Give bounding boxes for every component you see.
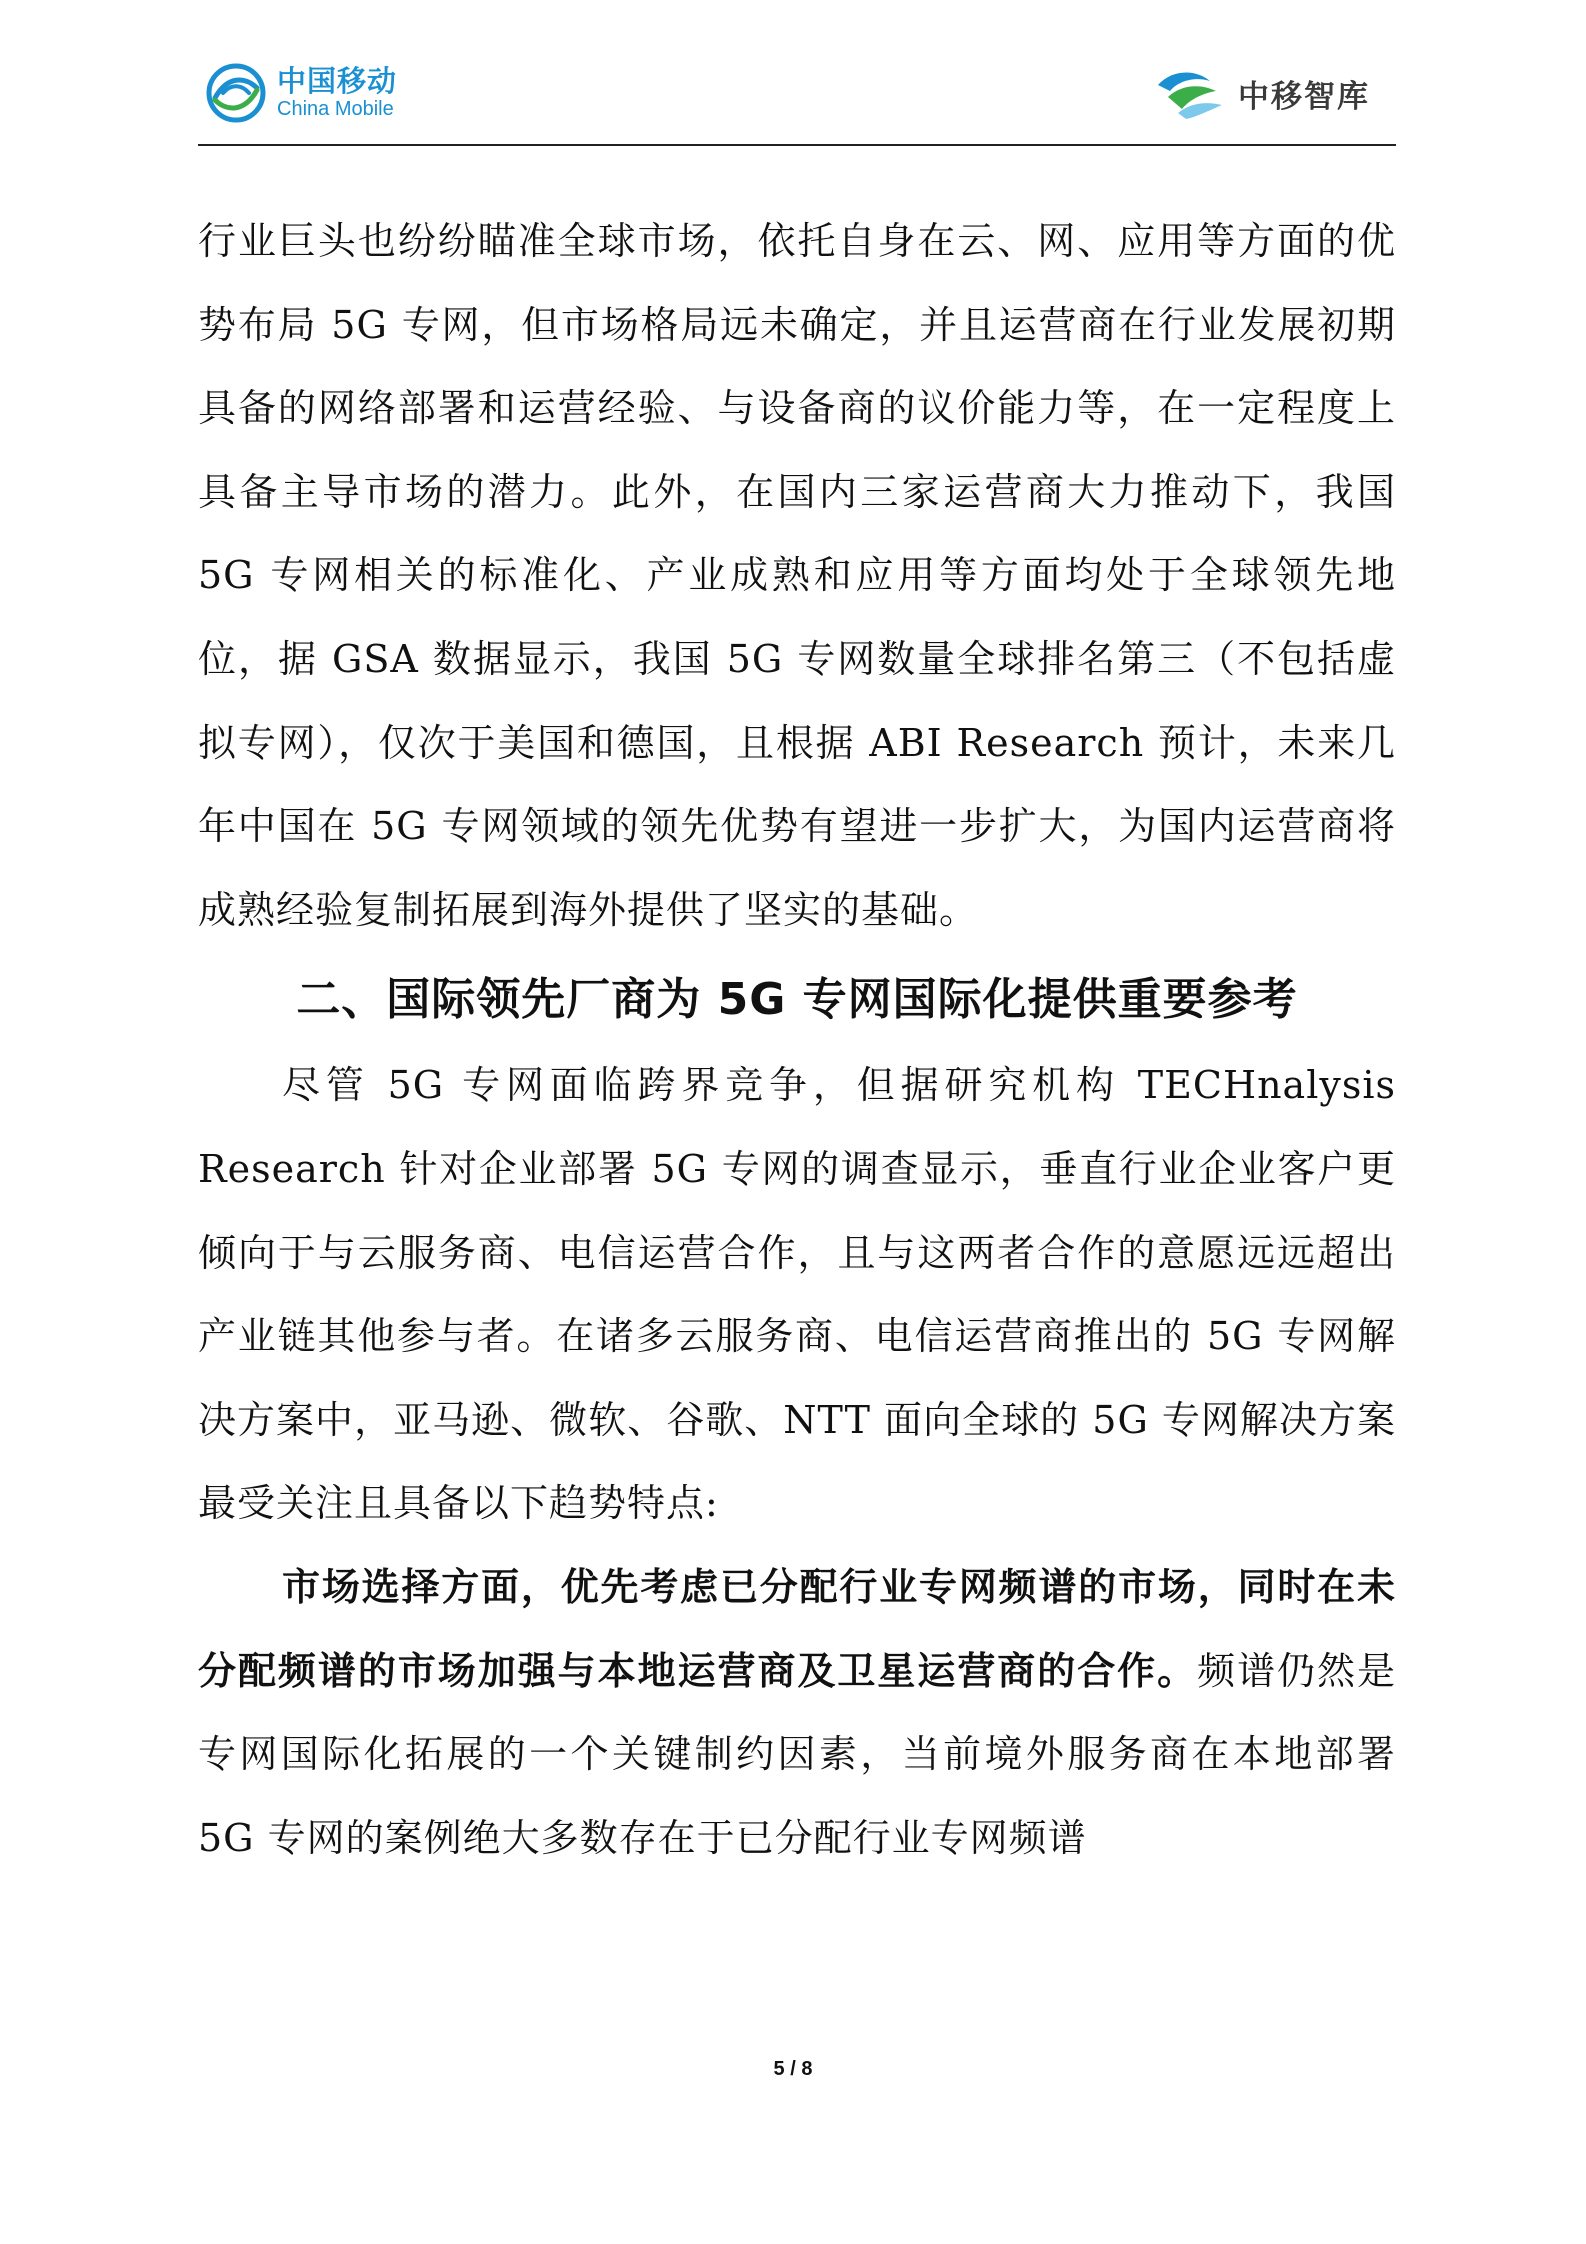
think-tank-emblem-icon [1150, 63, 1230, 123]
china-mobile-name-cn: 中国移动 [277, 64, 398, 99]
zhongyi-think-tank-logo [1150, 58, 1370, 128]
paragraph-2: 尽管 5G 专网面临跨界竞争，但据研究机构 TECHnalysis Research 针对企业部署 5G 专网的调查显示，垂直行业企业客户更倾向于与云服务商、电信运营合作，且与这两者合作的意愿远远超出产业链其他参与者。在诸多云服务商、电信运营商推出的 5G 专网解决方案中，亚马逊、微软、谷歌、NTT 面向全球的 5G 专网解决方案最受关注且具备以下趋势特点: [198, 1063, 1396, 1526]
china-mobile-logo [205, 58, 397, 128]
paragraph-3-body: 频谱仍然是专网国际化拓展的一个关键制约因素，当前境外服务商在本地部署 5G 专网的案例绝大多数存在于已分配行业专网频谱 [198, 1648, 1396, 1860]
think-tank-name: 中移智库 [1238, 78, 1370, 115]
document-body [198, 200, 1396, 1880]
china-mobile-name-en: China Mobile [277, 97, 394, 120]
china-mobile-emblem-icon [205, 62, 267, 124]
page-header [0, 0, 1586, 150]
section-heading: 二、国际领先厂商为 5G 专网国际化提供重要参考 [296, 974, 1298, 1026]
paragraph-3-bold-lead: 市场选择方面，优先考虑已分配行业专网频谱的市场，同时在未分配频谱的市场加强与本地运营商及卫星运营商的合作。 [198, 1564, 1396, 1693]
paragraph-1: 行业巨头也纷纷瞄准全球市场，依托自身在云、网、应用等方面的优势布局 5G 专网，但市场格局远未确定，并且运营商在行业发展初期具备的网络部署和运营经验、与设备商的议价能力等，在一定程度上具备主导市场的潜力。此外，在国内三家运营商大力推动下，我国 5G 专网相关的标准化、产业成熟和应用等方面均处于全球领先地位，据 GSA 数据显示，我国 5G 专网数量全球排名第三（不包括虚拟专网），仅次于美国和德国，且根据 ABI Research 预计，未来几年中国在 5G 专网领域的领先优势有望进一步扩大，为国内运营商将成熟经验复制拓展到海外提供了坚实的基础。 [198, 219, 1396, 932]
page-number: 5 / 8 [773, 2058, 813, 2080]
header-divider [198, 144, 1396, 146]
paragraph-3 [198, 1546, 1396, 1880]
